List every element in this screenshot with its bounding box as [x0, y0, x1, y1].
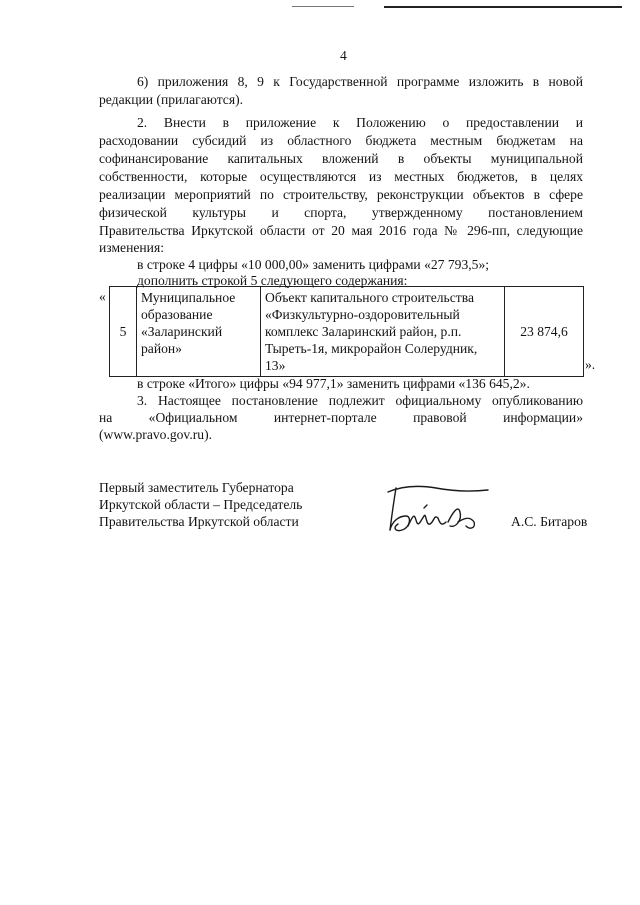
municipality-cell: Муниципальное образование «Заларинский район»: [137, 287, 261, 377]
header-rule-right: [384, 6, 622, 8]
signer-title-line2: Иркутской области – Председатель: [99, 497, 303, 512]
signer-name: А.С. Битаров: [511, 514, 588, 529]
header-rule-left: [292, 6, 354, 7]
para2-line8: изменения:: [99, 240, 164, 255]
para2-line3: софинансирование капитальных вложений в объекты муниципальной: [99, 151, 583, 166]
amount-cell: 23 874,6: [505, 287, 584, 377]
table-row: [110, 287, 584, 377]
change-row4: в строке 4 цифры «10 000,00» заменить цифрами «27 793,5»;: [137, 257, 490, 272]
para6-line1: 6) приложения 8, 9 к Государственной программе изложить в новой: [137, 74, 583, 89]
object-cell: Объект капитального строительства «Физкультурно-оздоровительный комплекс Заларинский район, р.п. Тыреть-1я, микрорайон Солерудник, 13»: [261, 287, 505, 377]
para2-line4: собственности, которые осуществляются из местных бюджетов, в целях: [99, 169, 583, 184]
quote-close: ».: [585, 357, 596, 372]
inserted-table: [109, 286, 584, 377]
page-number: 4: [340, 48, 347, 63]
para3-line1: 3. Настоящее постановление подлежит официальному опубликованию: [137, 393, 583, 408]
handwritten-signature: [378, 482, 500, 544]
row-number-cell: 5: [110, 287, 137, 377]
para6-line2: редакции (прилагаются).: [99, 92, 244, 107]
para2-line5: реализации мероприятий по строительству, реконструкции объектов в сфере: [99, 187, 583, 202]
para3-line3: (www.pravo.gov.ru).: [99, 427, 212, 442]
para2-line6: физической культуры и спорта, утвержденному постановлением: [99, 205, 583, 220]
change-total: в строке «Итого» цифры «94 977,1» заменить цифрами «136 645,2».: [137, 376, 530, 391]
change-add-row5: дополнить строкой 5 следующего содержания:: [137, 273, 408, 288]
para3-line2: на «Официальном интернет-портале правовой информации»: [99, 410, 583, 425]
quote-open: «: [99, 289, 106, 304]
para2-line1: 2. Внести в приложение к Положению о предоставлении и: [137, 115, 583, 130]
para2-line7: Правительства Иркутской области от 20 мая 2016 года № 296-пп, следующие: [99, 223, 583, 238]
signer-title-line1: Первый заместитель Губернатора: [99, 480, 294, 495]
signer-title-line3: Правительства Иркутской области: [99, 514, 299, 529]
para2-line2: расходовании субсидий из областного бюджета местным бюджетам на: [99, 133, 583, 148]
